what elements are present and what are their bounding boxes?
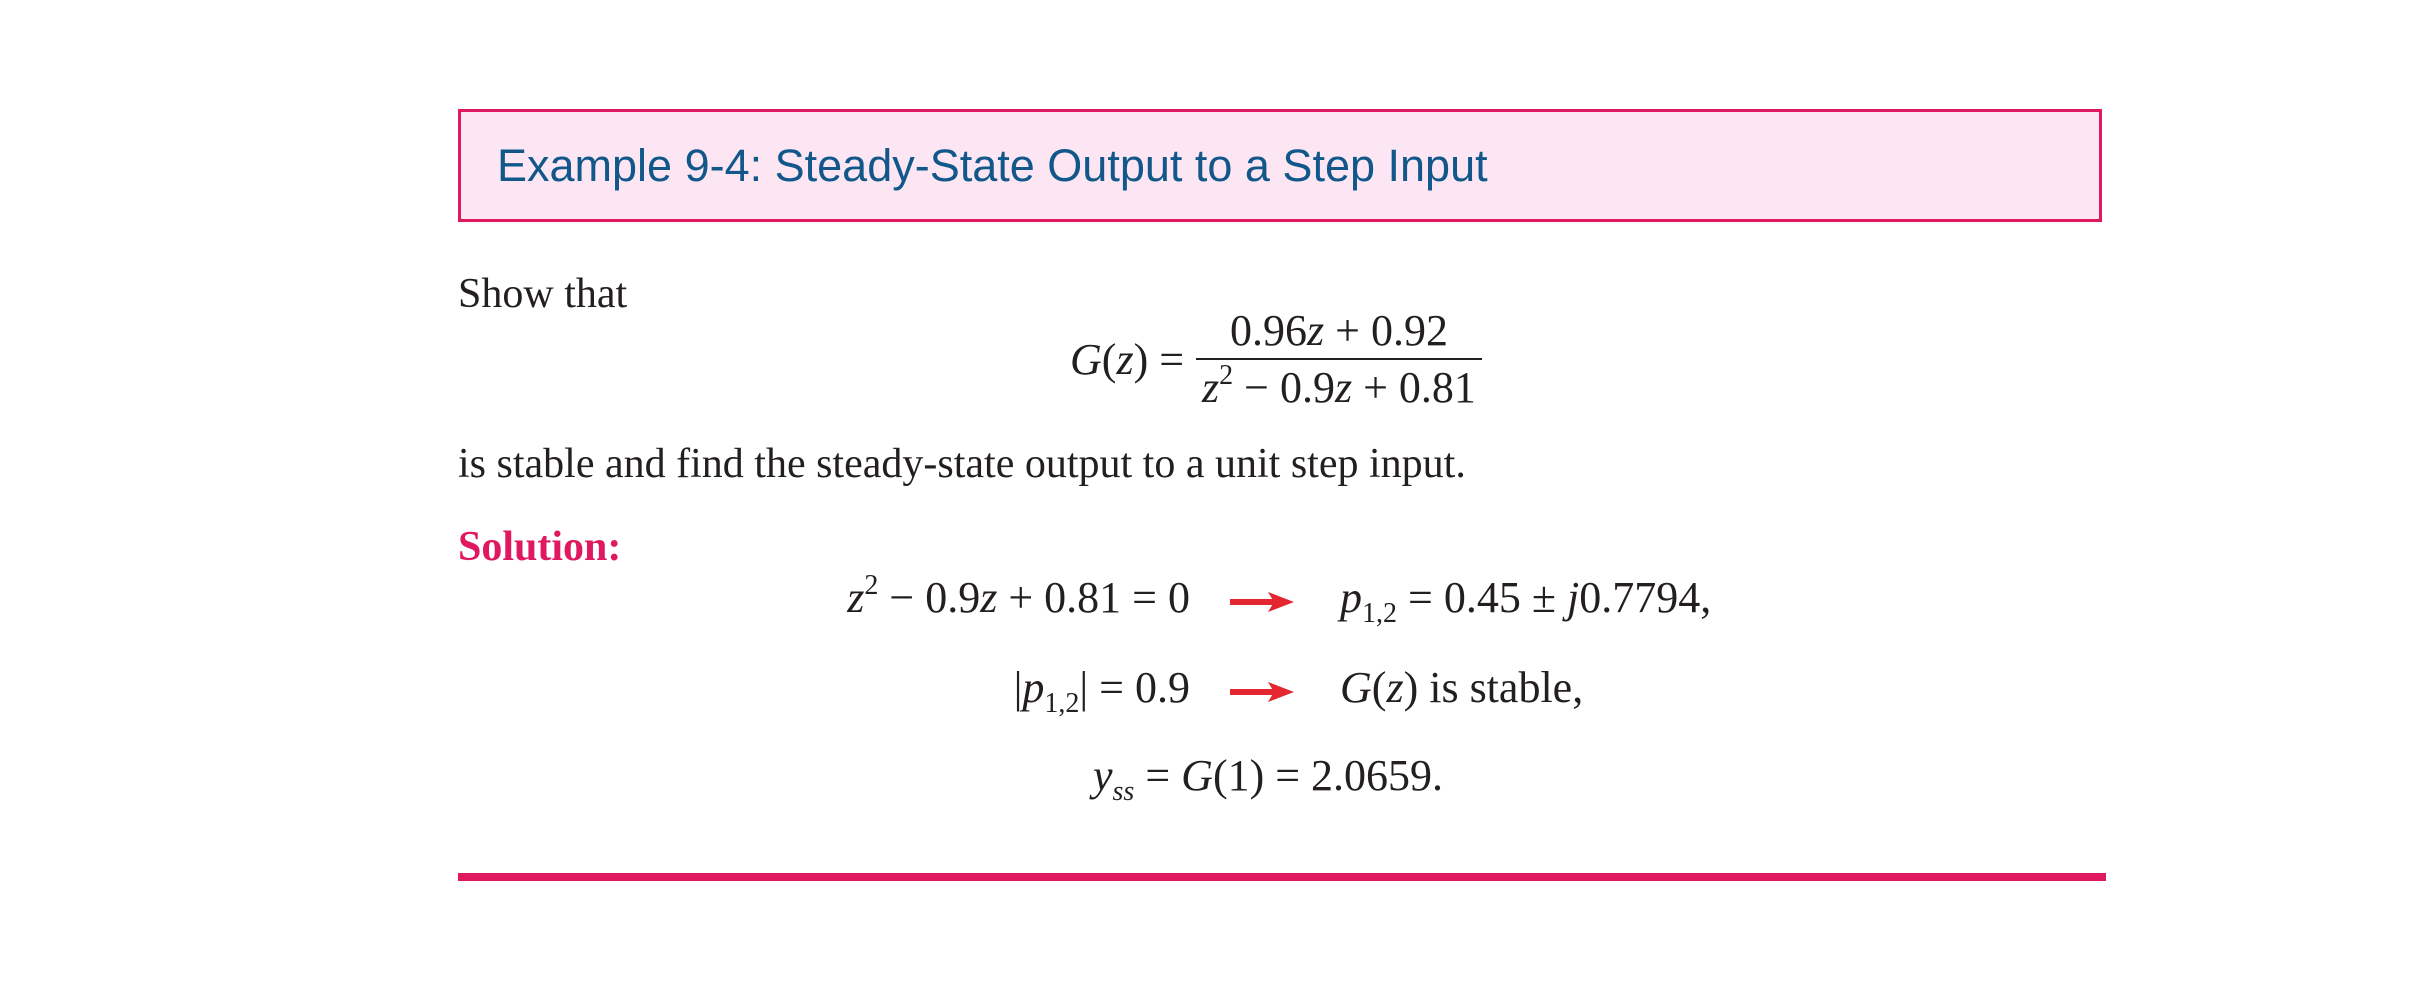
solution-label: Solution: — [458, 524, 622, 570]
implies-arrow-icon — [1230, 590, 1294, 614]
denominator: $z^2 - 0.9z + 0.81$ — [1202, 360, 1476, 412]
solution-line-2-rhs: G(z) is stable, — [1340, 663, 1584, 712]
solution-line-2-lhs: $|p_{1,2}| = 0.9$ — [1013, 663, 1190, 719]
solution-line-3: $y_{ss} = G(1) = 2.0659$. — [1093, 751, 1444, 807]
example-title-box — [458, 109, 2102, 222]
solution-line-1-rhs: $p_{1,2} = 0.45 \pm j0.7794$, — [1340, 573, 1712, 629]
numerator: 0.96z + 0.92 — [1230, 306, 1448, 355]
implies-arrow-icon — [1230, 680, 1294, 704]
problem-statement: is stable and find the steady-state output to a unit step input. — [458, 441, 1466, 487]
transfer-function-equation — [1070, 305, 1482, 413]
solution-line-2 — [0, 662, 2412, 722]
equation-lhs: G(z) = — [1070, 334, 1185, 384]
fraction — [1196, 305, 1482, 413]
problem-intro: Show that — [458, 271, 628, 317]
bottom-rule — [458, 873, 2106, 881]
solution-line-1 — [0, 572, 2412, 632]
example-title: Example 9-4: Steady-State Output to a Step Input — [497, 139, 1488, 191]
solution-line-1-lhs: $z^2 - 0.9z + 0.81 = 0$ — [847, 570, 1190, 622]
